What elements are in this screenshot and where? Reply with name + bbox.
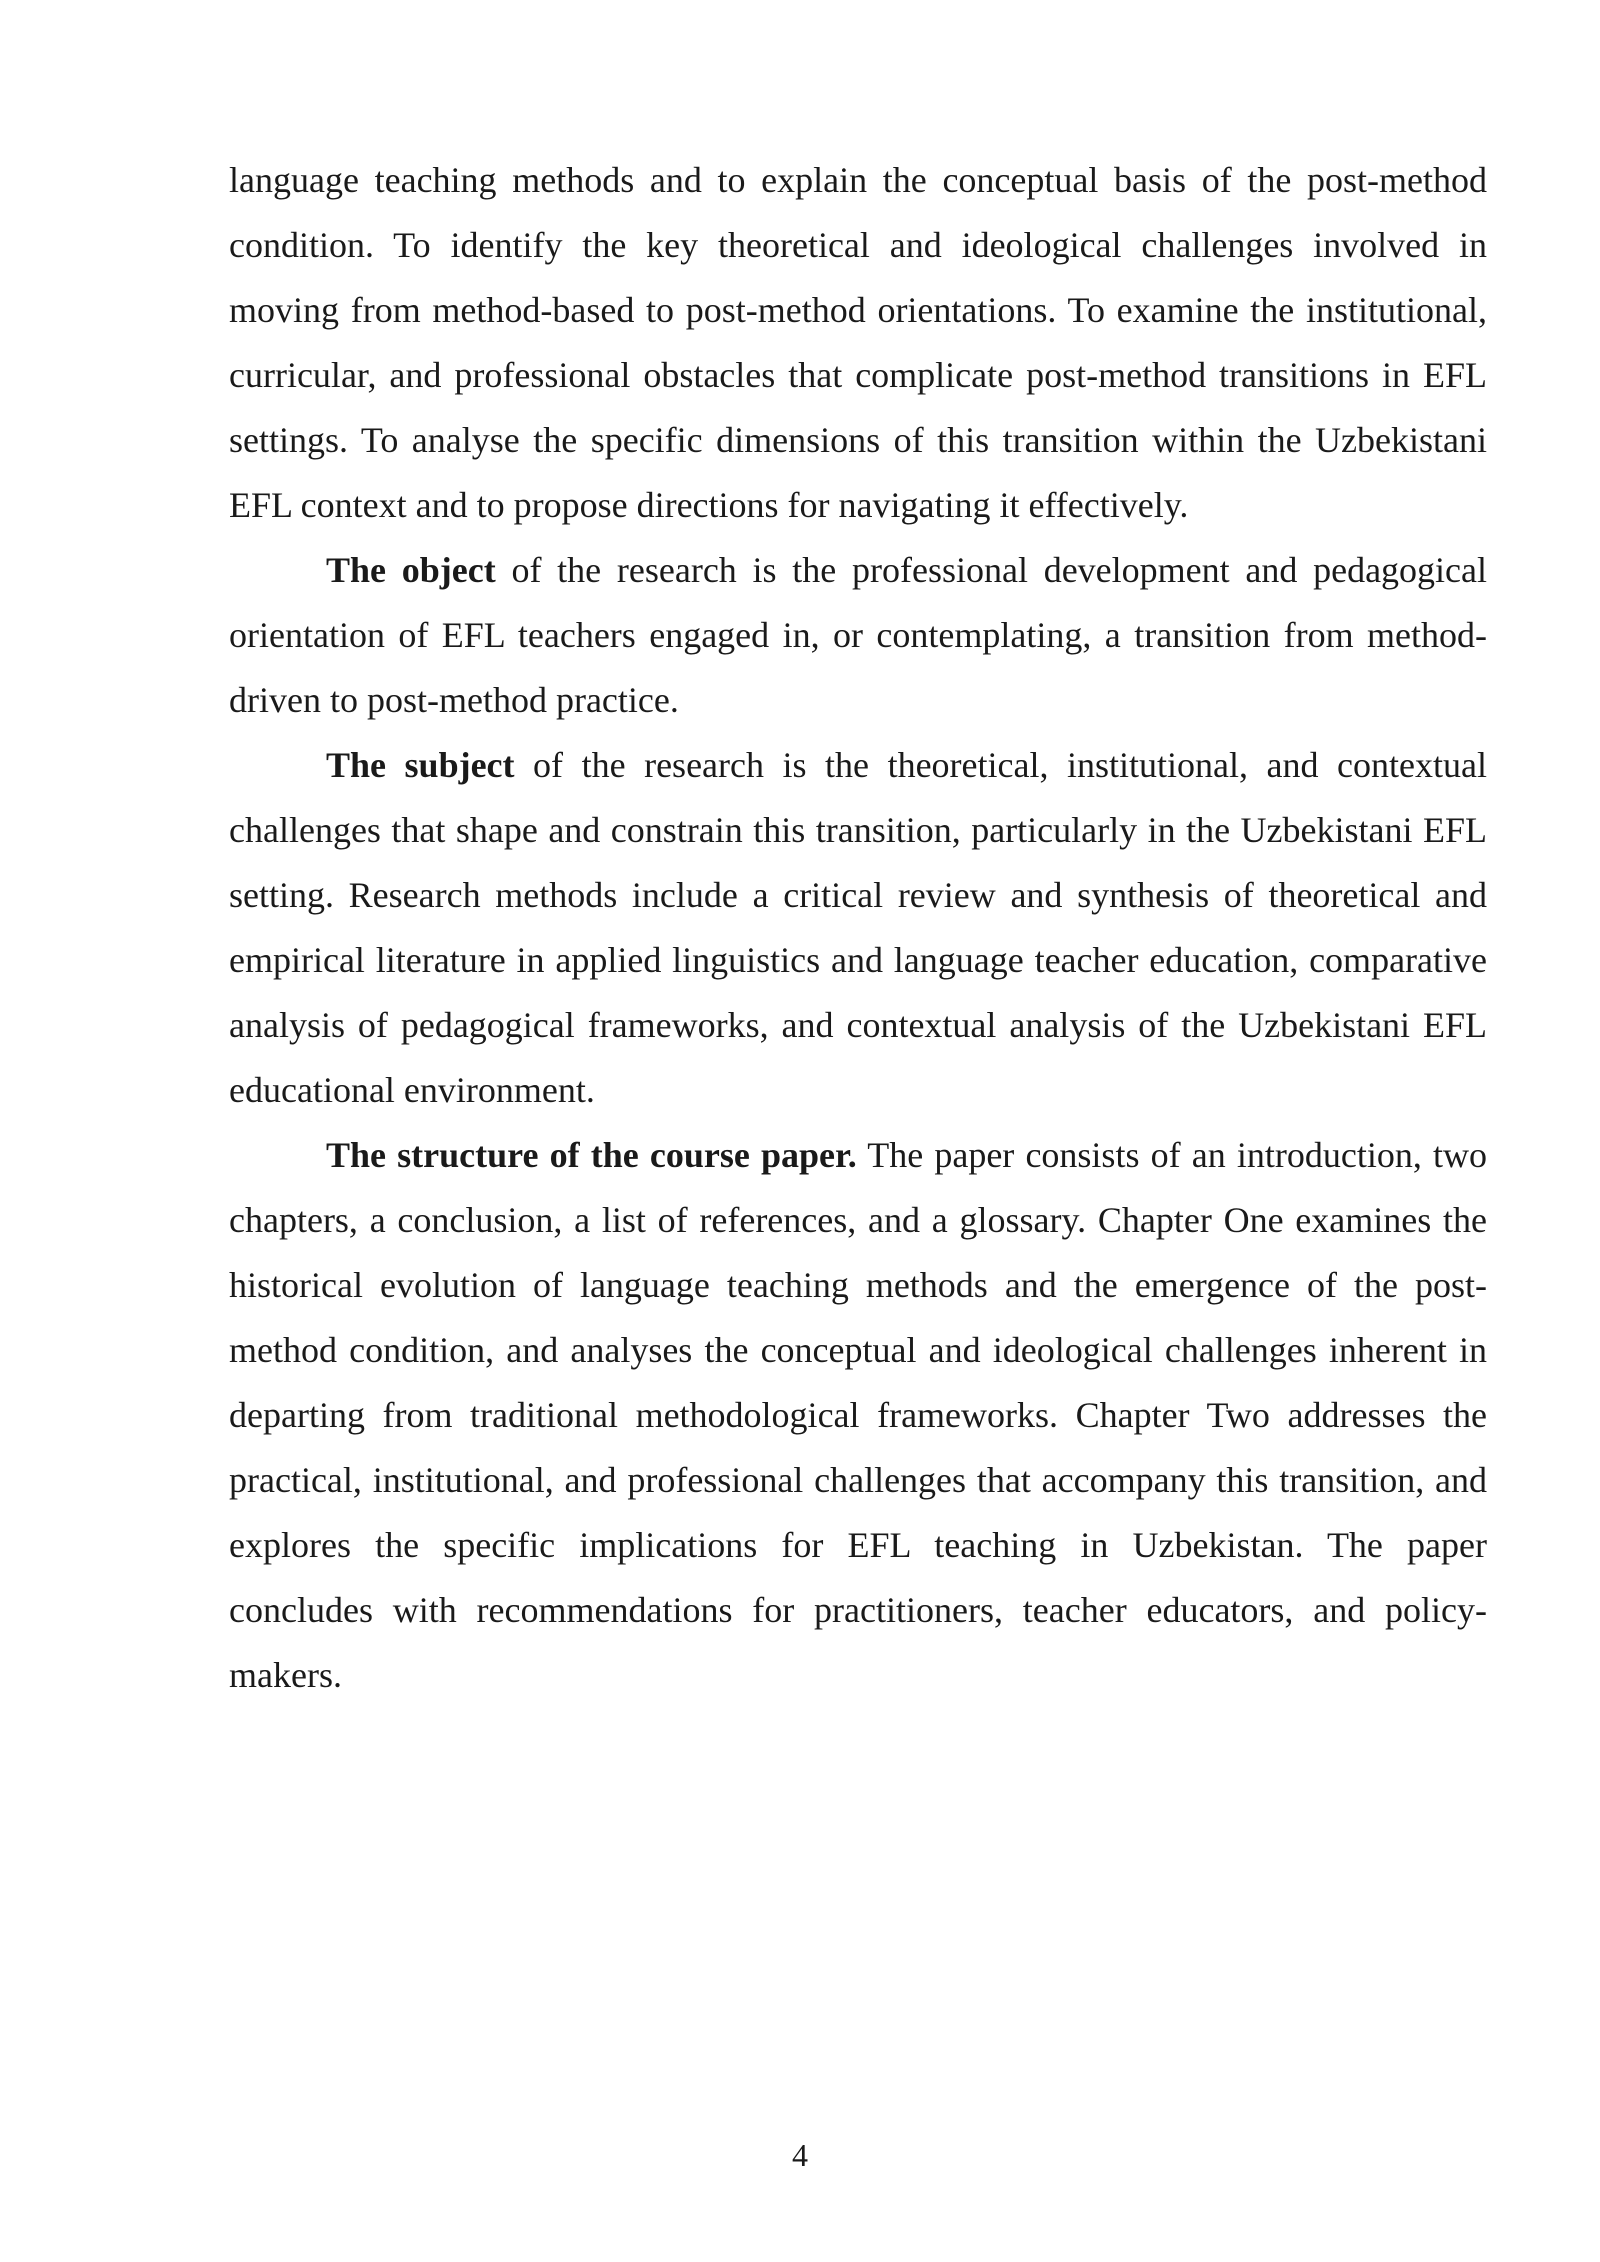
structure-heading: The structure of the course paper. [326,1135,857,1175]
page-number: 4 [792,2137,808,2173]
object-text: of the research is the professional development and pedagogical orientation of EFL teachers engaged in, or contemplating, a transition from method-driven to post-method practice. [229,550,1488,720]
subject-text: of the research is the theoretical, institutional, and contextual challenges that shape and constrain this transition, particularly in the Uzbekistani EFL setting. Research methods include a critical review and synthesis of theoretical and empirical literature in applied linguistics and language teacher education, comparative analysis of pedagogical frameworks, and contextual analysis of the Uzbekistani EFL educational environment. [229,745,1487,1110]
subject-heading: The subject [326,745,515,785]
object-paragraph [229,538,1487,733]
structure-text: The paper consists of an introduction, two chapters, a conclusion, a list of references, and a glossary. Chapter One examines the historical evolution of language teaching methods and the emergence of the post-method condition, and analyses the conceptual and ideological challenges inherent in departing from traditional methodological frameworks. Chapter Two addresses the practical, institutional, and professional challenges that accompany this transition, and explores the specific implications for EFL teaching in Uzbekistan. The paper concludes with recommendations for practitioners, teacher educators, and policy-makers. [229,1135,1488,1695]
structure-paragraph [229,1123,1487,1708]
document-page [229,148,1487,1708]
intro-paragraph: language teaching methods and to explain the conceptual basis of the post-method condition. To identify the key theoretical and ideological challenges involved in moving from method-based to post-method orientations. To examine the institutional, curricular, and professional obstacles that complicate post-method transitions in EFL settings. To analyse the specific dimensions of this transition within the Uzbekistani EFL context and to propose directions for navigating it effectively. [229,160,1487,525]
subject-paragraph [229,733,1487,1123]
object-heading: The object [326,550,496,590]
